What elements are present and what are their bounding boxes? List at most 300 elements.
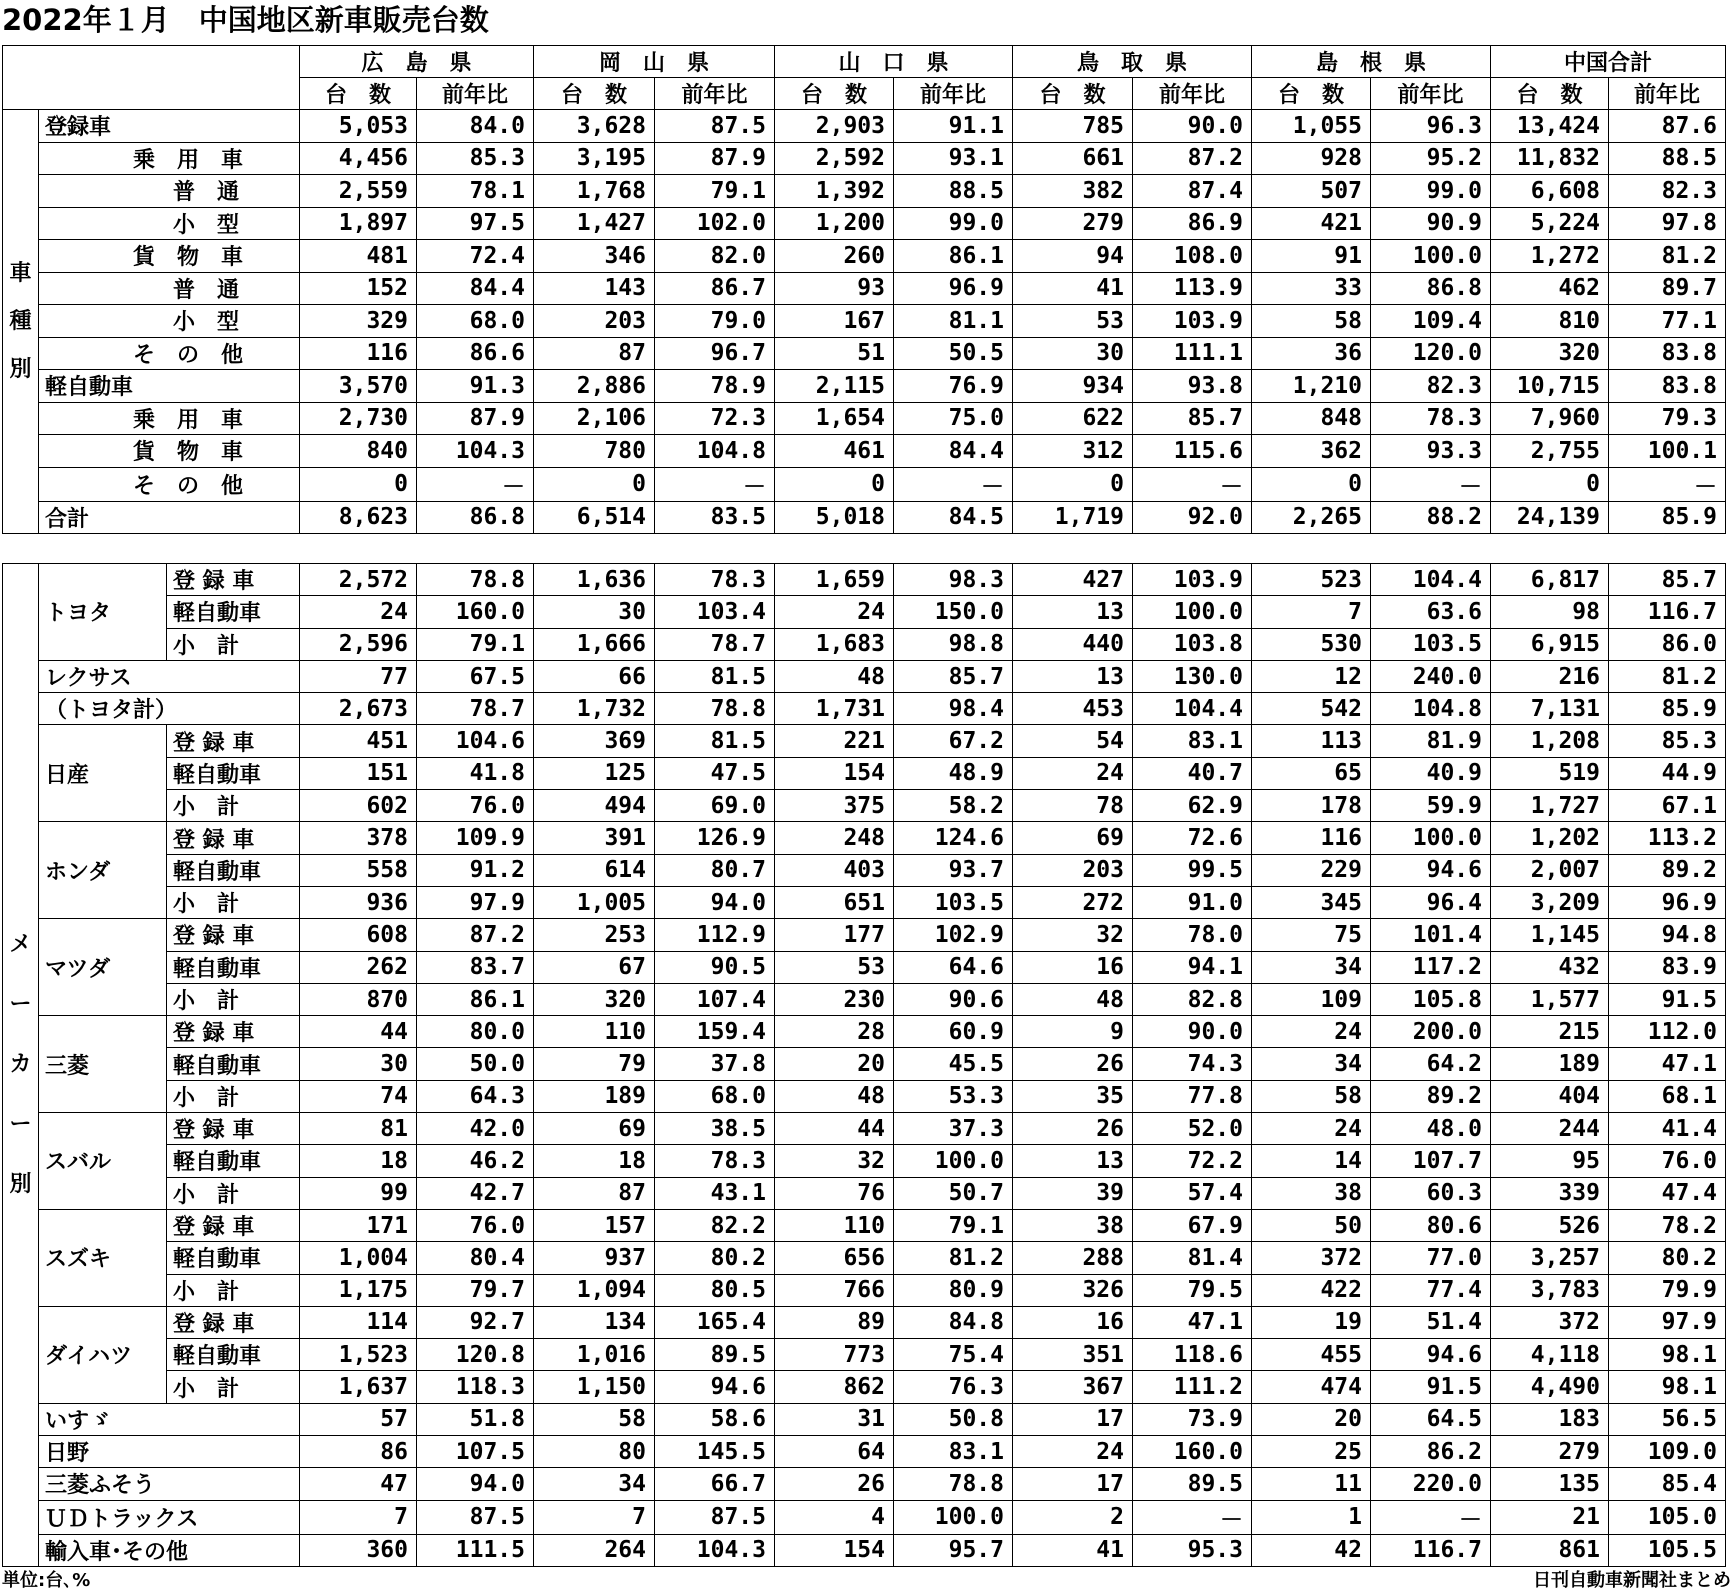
cell-ratio: 41.4	[1609, 1113, 1726, 1145]
cell-ratio: 86.6	[417, 337, 534, 370]
maker-name: レクサス	[39, 660, 300, 692]
cell-units: 1,210	[1252, 370, 1371, 403]
cell-ratio: 78.3	[655, 1145, 775, 1177]
cell-units: 6,915	[1491, 628, 1609, 660]
cell-ratio: 47.5	[655, 757, 775, 789]
maker-subcategory: 軽自動車	[167, 1048, 300, 1080]
cell-ratio: 80.7	[655, 854, 775, 886]
cell-ratio: 48.0	[1371, 1113, 1491, 1145]
cell-units: 157	[534, 1209, 655, 1241]
cell-ratio: 83.1	[1133, 725, 1252, 757]
header-row-prefectures	[3, 46, 1726, 78]
cell-units: 1,094	[534, 1274, 655, 1306]
cell-ratio: 100.0	[1371, 822, 1491, 854]
cell-units: 1,200	[775, 207, 894, 240]
cell-ratio: 97.8	[1609, 207, 1726, 240]
cell-ratio: 159.4	[655, 1016, 775, 1048]
table-row	[3, 337, 1726, 370]
cell-units: 1,732	[534, 693, 655, 725]
cell-units: 21	[1491, 1500, 1609, 1534]
cell-units: 57	[300, 1403, 417, 1435]
cell-ratio: 109.0	[1609, 1436, 1726, 1468]
table-row	[3, 110, 1726, 143]
cell-ratio: 37.3	[894, 1113, 1013, 1145]
cell-ratio: 78.8	[417, 564, 534, 596]
cell-units: 9	[1013, 1016, 1133, 1048]
cell-units: 2,673	[300, 693, 417, 725]
cell-units: 143	[534, 272, 655, 305]
cell-ratio: 85.9	[1609, 501, 1726, 534]
cell-units: 116	[300, 337, 417, 370]
cell-units: 351	[1013, 1339, 1133, 1371]
cell-units: 48	[775, 660, 894, 692]
cell-ratio: －	[655, 467, 775, 501]
cell-units: 178	[1252, 790, 1371, 822]
cell-ratio: 103.4	[655, 596, 775, 628]
cell-units: 4,118	[1491, 1339, 1609, 1371]
maker-name: ホンダ	[39, 822, 167, 919]
maker-subcategory: 小 計	[167, 983, 300, 1015]
cell-ratio: 47.1	[1609, 1048, 1726, 1080]
header-ratio: 前年比	[1609, 78, 1726, 110]
cell-units: 221	[775, 725, 894, 757]
cell-units: 1,731	[775, 693, 894, 725]
cell-units: 1,016	[534, 1339, 655, 1371]
cell-units: 0	[1491, 467, 1609, 501]
cell-ratio: 99.0	[894, 207, 1013, 240]
cell-units: 608	[300, 919, 417, 951]
table-row	[3, 175, 1726, 208]
cell-ratio: 99.0	[1371, 175, 1491, 208]
cell-ratio: 85.7	[1133, 402, 1252, 435]
cell-units: 7,131	[1491, 693, 1609, 725]
cell-ratio: 86.8	[1371, 272, 1491, 305]
maker-subcategory: 小 計	[167, 1177, 300, 1209]
section-label-char: ー	[9, 991, 32, 1017]
cell-ratio: 100.1	[1609, 435, 1726, 468]
cell-ratio: 87.2	[417, 919, 534, 951]
cell-units: 2,572	[300, 564, 417, 596]
maker-subcategory: 小 計	[167, 628, 300, 660]
cell-ratio: 165.4	[655, 1306, 775, 1338]
row-label: 貨 物 車	[39, 240, 300, 273]
cell-units: 773	[775, 1339, 894, 1371]
table-row	[3, 951, 1726, 983]
cell-units: 10,715	[1491, 370, 1609, 403]
cell-ratio: 79.1	[894, 1209, 1013, 1241]
cell-ratio: 87.9	[655, 142, 775, 175]
cell-ratio: 72.6	[1133, 822, 1252, 854]
table-row	[3, 1048, 1726, 1080]
table-row	[3, 240, 1726, 273]
table-row	[3, 1339, 1726, 1371]
maker-subcategory: 小 計	[167, 886, 300, 918]
maker-subcategory: 登 録 車	[167, 1306, 300, 1338]
cell-ratio: 102.9	[894, 919, 1013, 951]
cell-units: 26	[1013, 1113, 1133, 1145]
cell-ratio: 130.0	[1133, 660, 1252, 692]
maker-subcategory: 登 録 車	[167, 1016, 300, 1048]
cell-units: 26	[775, 1468, 894, 1500]
cell-ratio: 89.5	[1133, 1468, 1252, 1500]
cell-units: 329	[300, 305, 417, 338]
cell-ratio: 81.9	[1371, 725, 1491, 757]
row-label: 登録車	[39, 110, 300, 143]
cell-ratio: 40.7	[1133, 757, 1252, 789]
cell-ratio: 76.0	[417, 790, 534, 822]
cell-ratio: 78.8	[894, 1468, 1013, 1500]
cell-units: 279	[1491, 1436, 1609, 1468]
cell-ratio: 76.9	[894, 370, 1013, 403]
cell-units: 461	[775, 435, 894, 468]
cell-units: 451	[300, 725, 417, 757]
cell-ratio: 72.2	[1133, 1145, 1252, 1177]
cell-units: 0	[775, 467, 894, 501]
header-blank	[3, 46, 300, 110]
cell-ratio: 92.7	[417, 1306, 534, 1338]
cell-ratio: 48.9	[894, 757, 1013, 789]
cell-ratio: 81.4	[1133, 1242, 1252, 1274]
cell-units: 79	[534, 1048, 655, 1080]
section-label-char: 種	[9, 308, 32, 334]
table-row	[3, 1080, 1726, 1112]
table-row	[3, 757, 1726, 789]
cell-ratio: 98.1	[1609, 1371, 1726, 1403]
cell-units: 362	[1252, 435, 1371, 468]
cell-ratio: 87.6	[1609, 110, 1726, 143]
cell-units: 30	[1013, 337, 1133, 370]
cell-units: 382	[1013, 175, 1133, 208]
header-ratio: 前年比	[1371, 78, 1491, 110]
cell-ratio: 85.3	[1609, 725, 1726, 757]
cell-units: 1,768	[534, 175, 655, 208]
cell-units: 24	[300, 596, 417, 628]
cell-units: 870	[300, 983, 417, 1015]
cell-ratio: 97.5	[417, 207, 534, 240]
cell-units: 3,628	[534, 110, 655, 143]
cell-units: 253	[534, 919, 655, 951]
cell-ratio: 68.0	[655, 1080, 775, 1112]
cell-units: 13	[1013, 660, 1133, 692]
cell-units: 13	[1013, 1145, 1133, 1177]
cell-ratio: －	[1609, 467, 1726, 501]
cell-units: 32	[1013, 919, 1133, 951]
cell-units: 2,596	[300, 628, 417, 660]
cell-units: 77	[300, 660, 417, 692]
cell-ratio: 79.7	[417, 1274, 534, 1306]
cell-ratio: 112.0	[1609, 1016, 1726, 1048]
maker-subcategory: 軽自動車	[167, 1145, 300, 1177]
cell-units: 0	[1252, 467, 1371, 501]
cell-units: 2,115	[775, 370, 894, 403]
cell-ratio: 80.6	[1371, 1209, 1491, 1241]
cell-units: 1,577	[1491, 983, 1609, 1015]
table-row	[3, 660, 1726, 692]
cell-units: 35	[1013, 1080, 1133, 1112]
cell-units: 345	[1252, 886, 1371, 918]
cell-units: 189	[534, 1080, 655, 1112]
row-label: 合計	[39, 501, 300, 534]
cell-units: 1,202	[1491, 822, 1609, 854]
cell-ratio: 80.5	[655, 1274, 775, 1306]
cell-ratio: 76.3	[894, 1371, 1013, 1403]
cell-units: 12	[1252, 660, 1371, 692]
cell-units: 135	[1491, 1468, 1609, 1500]
cell-units: 780	[534, 435, 655, 468]
cell-ratio: 90.0	[1133, 110, 1252, 143]
cell-units: 152	[300, 272, 417, 305]
header-ratio: 前年比	[655, 78, 775, 110]
cell-ratio: 50.8	[894, 1403, 1013, 1435]
cell-units: 360	[300, 1534, 417, 1566]
cell-units: 134	[534, 1306, 655, 1338]
cell-ratio: 113.9	[1133, 272, 1252, 305]
cell-units: 6,817	[1491, 564, 1609, 596]
table-row	[3, 628, 1726, 660]
table-row	[3, 854, 1726, 886]
cell-units: 16	[1013, 951, 1133, 983]
cell-ratio: 98.4	[894, 693, 1013, 725]
cell-ratio: 67.9	[1133, 1209, 1252, 1241]
table-row	[3, 402, 1726, 435]
cell-units: 53	[775, 951, 894, 983]
cell-units: 260	[775, 240, 894, 273]
cell-ratio: 111.1	[1133, 337, 1252, 370]
table-row	[3, 1113, 1726, 1145]
cell-units: 47	[300, 1468, 417, 1500]
cell-ratio: 89.2	[1609, 854, 1726, 886]
cell-units: 928	[1252, 142, 1371, 175]
cell-units: 656	[775, 1242, 894, 1274]
cell-units: 17	[1013, 1403, 1133, 1435]
cell-units: 114	[300, 1306, 417, 1338]
cell-ratio: 93.7	[894, 854, 1013, 886]
cell-units: 378	[300, 822, 417, 854]
cell-ratio: 90.6	[894, 983, 1013, 1015]
table-row	[3, 1468, 1726, 1500]
cell-ratio: 80.9	[894, 1274, 1013, 1306]
maker-subcategory: 登 録 車	[167, 1209, 300, 1241]
cell-units: 86	[300, 1436, 417, 1468]
cell-ratio: 160.0	[1133, 1436, 1252, 1468]
cell-units: 1,004	[300, 1242, 417, 1274]
table-row	[3, 142, 1726, 175]
cell-units: 0	[300, 467, 417, 501]
table-row	[3, 886, 1726, 918]
maker-name: トヨタ	[39, 564, 167, 661]
cell-units: 403	[775, 854, 894, 886]
cell-ratio: 92.0	[1133, 501, 1252, 534]
header-prefecture: 鳥 取 県	[1013, 46, 1252, 78]
cell-units: 167	[775, 305, 894, 338]
cell-ratio: 72.3	[655, 402, 775, 435]
maker-name: スズキ	[39, 1209, 167, 1306]
cell-units: 766	[775, 1274, 894, 1306]
cell-units: 530	[1252, 628, 1371, 660]
table-row	[3, 1274, 1726, 1306]
cell-ratio: 38.5	[655, 1113, 775, 1145]
cell-units: 937	[534, 1242, 655, 1274]
cell-ratio: 103.9	[1133, 564, 1252, 596]
table-row	[3, 435, 1726, 468]
cell-ratio: 86.9	[1133, 207, 1252, 240]
maker-name: ＵＤトラックス	[39, 1500, 300, 1534]
cell-units: 2	[1013, 1500, 1133, 1534]
maker-name: 三菱	[39, 1016, 167, 1113]
cell-ratio: 91.0	[1133, 886, 1252, 918]
cell-ratio: 58.6	[655, 1403, 775, 1435]
cell-units: 24	[1013, 1436, 1133, 1468]
cell-ratio: 93.3	[1371, 435, 1491, 468]
cell-ratio: 83.1	[894, 1436, 1013, 1468]
cell-units: 326	[1013, 1274, 1133, 1306]
cell-ratio: 90.0	[1133, 1016, 1252, 1048]
cell-units: 1,145	[1491, 919, 1609, 951]
cell-units: 171	[300, 1209, 417, 1241]
cell-units: 58	[1252, 1080, 1371, 1112]
cell-units: 1,719	[1013, 501, 1133, 534]
cell-units: 151	[300, 757, 417, 789]
cell-ratio: 150.0	[894, 596, 1013, 628]
maker-name: 三菱ふそう	[39, 1468, 300, 1500]
maker-name: いすゞ	[39, 1403, 300, 1435]
section-label-char: ー	[9, 1111, 32, 1137]
cell-units: 3,195	[534, 142, 655, 175]
cell-ratio: 90.5	[655, 951, 775, 983]
header-prefecture: 山 口 県	[775, 46, 1013, 78]
cell-ratio: 57.4	[1133, 1177, 1252, 1209]
cell-units: 24,139	[1491, 501, 1609, 534]
cell-units: 494	[534, 790, 655, 822]
cell-ratio: 89.7	[1609, 272, 1726, 305]
cell-units: 109	[1252, 983, 1371, 1015]
cell-ratio: 96.9	[894, 272, 1013, 305]
cell-ratio: 78.3	[1371, 402, 1491, 435]
cell-units: 1,659	[775, 564, 894, 596]
cell-units: 110	[534, 1016, 655, 1048]
cell-units: 1,727	[1491, 790, 1609, 822]
cell-ratio: 117.2	[1371, 951, 1491, 983]
table-row	[3, 1177, 1726, 1209]
cell-units: 41	[1013, 1534, 1133, 1566]
table-row	[3, 305, 1726, 338]
cell-ratio: 78.2	[1609, 1209, 1726, 1241]
table-row	[3, 1500, 1726, 1534]
maker-subcategory: 登 録 車	[167, 822, 300, 854]
cell-units: 5,224	[1491, 207, 1609, 240]
cell-units: 80	[534, 1436, 655, 1468]
cell-ratio: 94.8	[1609, 919, 1726, 951]
cell-units: 320	[1491, 337, 1609, 370]
cell-units: 87	[534, 1177, 655, 1209]
maker-subcategory: 軽自動車	[167, 1242, 300, 1274]
cell-units: 113	[1252, 725, 1371, 757]
cell-ratio: －	[1133, 467, 1252, 501]
cell-ratio: 118.6	[1133, 1339, 1252, 1371]
cell-units: 20	[775, 1048, 894, 1080]
maker-subcategory: 登 録 車	[167, 1113, 300, 1145]
cell-ratio: 100.0	[894, 1145, 1013, 1177]
cell-units: 189	[1491, 1048, 1609, 1080]
table-row	[3, 272, 1726, 305]
cell-ratio: 95.7	[894, 1534, 1013, 1566]
cell-ratio: 63.6	[1371, 596, 1491, 628]
cell-units: 48	[1013, 983, 1133, 1015]
cell-units: 1,055	[1252, 110, 1371, 143]
cell-units: 3,209	[1491, 886, 1609, 918]
cell-units: 474	[1252, 1371, 1371, 1403]
cell-units: 183	[1491, 1403, 1609, 1435]
cell-units: 3,783	[1491, 1274, 1609, 1306]
cell-ratio: 79.9	[1609, 1274, 1726, 1306]
cell-ratio: 99.5	[1133, 854, 1252, 886]
cell-units: 440	[1013, 628, 1133, 660]
cell-ratio: 50.0	[417, 1048, 534, 1080]
cell-units: 312	[1013, 435, 1133, 468]
cell-ratio: 116.7	[1609, 596, 1726, 628]
cell-ratio: 220.0	[1371, 1468, 1491, 1500]
cell-units: 99	[300, 1177, 417, 1209]
table-row	[3, 919, 1726, 951]
header-units: 台 数	[775, 78, 894, 110]
table-row	[3, 1306, 1726, 1338]
table-row	[3, 467, 1726, 501]
cell-ratio: 67.2	[894, 725, 1013, 757]
cell-units: 94	[1013, 240, 1133, 273]
cell-ratio: 105.5	[1609, 1534, 1726, 1566]
cell-units: 264	[534, 1534, 655, 1566]
cell-ratio: 97.9	[417, 886, 534, 918]
cell-ratio: 107.4	[655, 983, 775, 1015]
header-units: 台 数	[1013, 78, 1133, 110]
cell-units: 6,514	[534, 501, 655, 534]
cell-units: 372	[1252, 1242, 1371, 1274]
table-row	[3, 1145, 1726, 1177]
cell-units: 67	[534, 951, 655, 983]
cell-ratio: 64.2	[1371, 1048, 1491, 1080]
cell-units: 17	[1013, 1468, 1133, 1500]
cell-ratio: 76.0	[417, 1209, 534, 1241]
cell-ratio: 98.8	[894, 628, 1013, 660]
cell-ratio: 50.7	[894, 1177, 1013, 1209]
cell-units: 7,960	[1491, 402, 1609, 435]
cell-units: 203	[534, 305, 655, 338]
cell-ratio: 120.8	[417, 1339, 534, 1371]
cell-ratio: 94.1	[1133, 951, 1252, 983]
cell-ratio: 86.0	[1609, 628, 1726, 660]
cell-units: 421	[1252, 207, 1371, 240]
cell-ratio: 60.3	[1371, 1177, 1491, 1209]
cell-units: 0	[1013, 467, 1133, 501]
cell-ratio: 79.1	[417, 628, 534, 660]
header-units: 台 数	[1491, 78, 1609, 110]
table-row	[3, 370, 1726, 403]
header-prefecture: 岡 山 県	[534, 46, 775, 78]
cell-units: 54	[1013, 725, 1133, 757]
cell-ratio: 78.1	[417, 175, 534, 208]
cell-units: 11,832	[1491, 142, 1609, 175]
cell-units: 3,570	[300, 370, 417, 403]
cell-ratio: 83.8	[1609, 370, 1726, 403]
cell-ratio: 51.4	[1371, 1306, 1491, 1338]
cell-ratio: 80.0	[417, 1016, 534, 1048]
cell-ratio: 79.5	[1133, 1274, 1252, 1306]
cell-units: 1,637	[300, 1371, 417, 1403]
cell-ratio: 91.3	[417, 370, 534, 403]
cell-units: 125	[534, 757, 655, 789]
section-label-char: カ	[9, 1051, 32, 1077]
cell-ratio: 44.9	[1609, 757, 1726, 789]
